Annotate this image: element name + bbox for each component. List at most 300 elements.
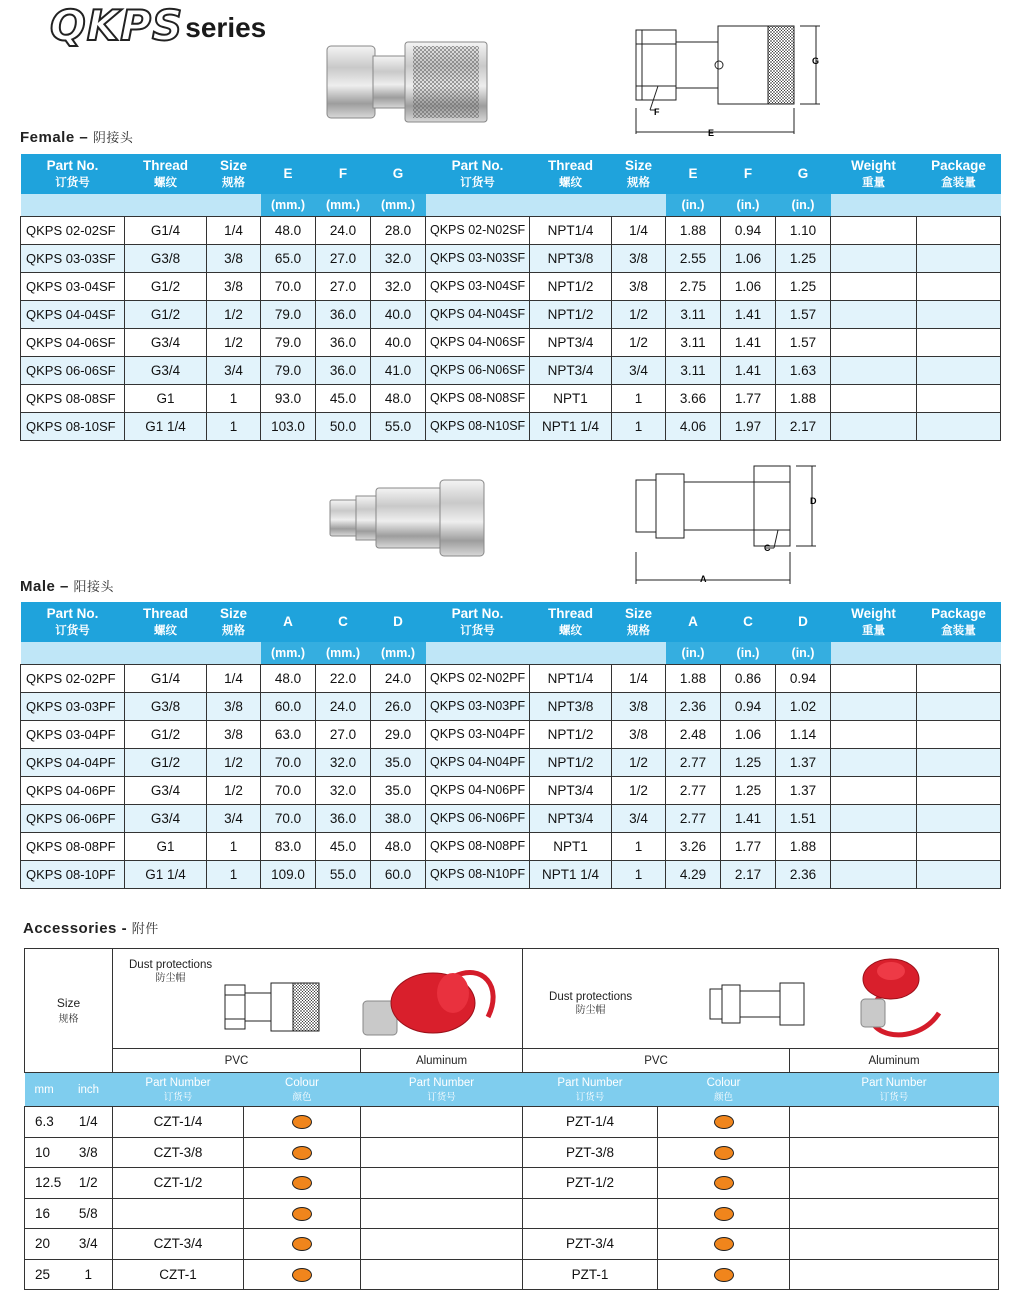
table-cell: G3/8 xyxy=(125,692,207,720)
table-cell: 28.0 xyxy=(371,216,426,244)
table-cell: 1.06 xyxy=(721,272,776,300)
female-col-header: E xyxy=(666,154,721,194)
female-col-header: Size 规格 xyxy=(612,154,666,194)
table-cell xyxy=(831,384,917,412)
table-cell: 1.37 xyxy=(776,776,831,804)
material-left-aluminum: Aluminum xyxy=(361,1049,523,1073)
colour-cell xyxy=(244,1259,361,1290)
table-cell: NPT3/4 xyxy=(530,804,612,832)
table-cell: 1 xyxy=(612,412,666,440)
table-cell: 1.41 xyxy=(721,804,776,832)
male-unit-cell xyxy=(612,642,666,664)
aluminum-part-cell xyxy=(790,1137,999,1168)
colour-cell xyxy=(244,1168,361,1199)
table-cell xyxy=(917,664,1001,692)
table-cell xyxy=(917,300,1001,328)
orange-colour-swatch xyxy=(292,1237,312,1251)
table-cell: 1/4 xyxy=(207,216,261,244)
table-cell: 1.88 xyxy=(776,384,831,412)
table-cell: G1 xyxy=(125,832,207,860)
table-cell: QKPS 04-N06SF xyxy=(426,328,530,356)
table-cell: QKPS 08-10SF xyxy=(21,412,125,440)
table-row xyxy=(21,720,1001,748)
table-cell xyxy=(831,356,917,384)
table-cell: 1.88 xyxy=(666,216,721,244)
table-cell: QKPS 04-06PF xyxy=(21,776,125,804)
table-cell: 32.0 xyxy=(316,776,371,804)
table-cell: 2.75 xyxy=(666,272,721,300)
orange-colour-swatch xyxy=(292,1146,312,1160)
table-cell: G3/4 xyxy=(125,356,207,384)
aluminum-part-cell xyxy=(361,1229,523,1260)
table-cell: 1.06 xyxy=(721,720,776,748)
female-unit-cell: (in.) xyxy=(666,194,721,216)
table-cell: 3.11 xyxy=(666,328,721,356)
table-cell: 1.77 xyxy=(721,832,776,860)
table-cell: 63.0 xyxy=(261,720,316,748)
table-cell: 1.41 xyxy=(721,328,776,356)
orange-colour-swatch xyxy=(292,1268,312,1282)
male-col-header: Thread 螺纹 xyxy=(530,602,612,642)
table-cell: 36.0 xyxy=(316,300,371,328)
accessory-right-pvc: PZT-1/2 xyxy=(523,1168,658,1199)
accessory-mm: 6.3 xyxy=(25,1107,65,1138)
male-rows xyxy=(21,664,1001,888)
table-cell: 1.97 xyxy=(721,412,776,440)
table-row xyxy=(25,1168,999,1199)
female-unit-cell xyxy=(125,194,207,216)
table-cell: 50.0 xyxy=(316,412,371,440)
table-cell: G1/2 xyxy=(125,272,207,300)
col-left-colour: Colour 颜色 xyxy=(244,1073,361,1107)
table-cell: 27.0 xyxy=(316,244,371,272)
accessory-inch: 3/4 xyxy=(65,1229,113,1260)
table-cell: QKPS 04-06SF xyxy=(21,328,125,356)
table-cell: 2.48 xyxy=(666,720,721,748)
table-cell: 60.0 xyxy=(371,860,426,888)
female-unit-cell: (in.) xyxy=(721,194,776,216)
male-col-header: C xyxy=(721,602,776,642)
table-cell: 2.17 xyxy=(776,412,831,440)
table-cell: 70.0 xyxy=(261,804,316,832)
table-cell xyxy=(917,720,1001,748)
table-cell: 24.0 xyxy=(316,692,371,720)
table-row xyxy=(25,1229,999,1260)
table-cell: QKPS 03-04PF xyxy=(21,720,125,748)
male-dimension-drawing xyxy=(630,460,830,588)
table-cell: QKPS 02-N02SF xyxy=(426,216,530,244)
table-row xyxy=(25,1107,999,1138)
male-col-header: Part No. 订货号 xyxy=(426,602,530,642)
table-cell: QKPS 03-03SF xyxy=(21,244,125,272)
table-cell: QKPS 03-04SF xyxy=(21,272,125,300)
table-cell: NPT1/2 xyxy=(530,720,612,748)
table-cell xyxy=(831,720,917,748)
table-cell: 103.0 xyxy=(261,412,316,440)
female-unit-cell: (in.) xyxy=(776,194,831,216)
table-row xyxy=(21,664,1001,692)
orange-colour-swatch xyxy=(714,1207,734,1221)
table-cell: QKPS 04-04SF xyxy=(21,300,125,328)
table-row xyxy=(21,300,1001,328)
material-right-pvc: PVC xyxy=(523,1049,790,1073)
table-cell: 1/2 xyxy=(612,328,666,356)
brand-name: QKPS xyxy=(50,1,184,50)
table-cell: 4.29 xyxy=(666,860,721,888)
table-cell: 1.37 xyxy=(776,748,831,776)
female-cap-drawing xyxy=(223,981,323,1033)
table-cell: QKPS 03-N04SF xyxy=(426,272,530,300)
table-cell: QKPS 02-N02PF xyxy=(426,664,530,692)
table-cell: 1.51 xyxy=(776,804,831,832)
female-col-header: F xyxy=(316,154,371,194)
col-mm: mm xyxy=(25,1073,65,1107)
col-inch: inch xyxy=(65,1073,113,1107)
dim-e-label: E xyxy=(708,128,715,138)
table-row xyxy=(21,384,1001,412)
table-cell: 32.0 xyxy=(371,244,426,272)
table-cell: 93.0 xyxy=(261,384,316,412)
series-title xyxy=(50,1,267,50)
table-cell: 70.0 xyxy=(261,748,316,776)
male-units-row xyxy=(21,642,1001,664)
colour-cell xyxy=(244,1198,361,1229)
accessory-mm: 12.5 xyxy=(25,1168,65,1199)
male-col-header: C xyxy=(316,602,371,642)
table-cell: 3.66 xyxy=(666,384,721,412)
table-row xyxy=(21,216,1001,244)
table-cell: G1/2 xyxy=(125,300,207,328)
female-col-header: G xyxy=(371,154,426,194)
table-cell: 3.11 xyxy=(666,300,721,328)
colour-cell xyxy=(244,1229,361,1260)
table-cell: 48.0 xyxy=(371,384,426,412)
table-cell: G1/4 xyxy=(125,664,207,692)
female-col-header: F xyxy=(721,154,776,194)
left-dust-label: Dust protections 防尘帽 xyxy=(129,959,213,984)
table-cell: 1.25 xyxy=(776,272,831,300)
accessory-left-pvc: CZT-1/2 xyxy=(113,1168,244,1199)
table-cell: 70.0 xyxy=(261,272,316,300)
table-cell: 27.0 xyxy=(316,272,371,300)
table-cell: 1.41 xyxy=(721,356,776,384)
male-col-header: D xyxy=(371,602,426,642)
female-dimension-drawing xyxy=(630,20,830,140)
table-cell: 2.77 xyxy=(666,804,721,832)
male-unit-cell xyxy=(530,642,612,664)
table-cell: NPT1/2 xyxy=(530,272,612,300)
female-unit-cell xyxy=(426,194,530,216)
table-cell: 1.77 xyxy=(721,384,776,412)
table-cell: 3/8 xyxy=(612,272,666,300)
male-spec-table xyxy=(20,602,1001,889)
table-cell: 79.0 xyxy=(261,328,316,356)
male-unit-cell xyxy=(831,642,917,664)
table-cell xyxy=(831,272,917,300)
male-col-header: Size 规格 xyxy=(612,602,666,642)
table-cell: 1/2 xyxy=(207,300,261,328)
table-cell: 2.55 xyxy=(666,244,721,272)
table-cell xyxy=(917,412,1001,440)
table-cell: NPT1 xyxy=(530,384,612,412)
orange-colour-swatch xyxy=(292,1207,312,1221)
male-col-header: Thread 螺纹 xyxy=(125,602,207,642)
table-cell: G1/4 xyxy=(125,216,207,244)
table-cell: NPT1/2 xyxy=(530,300,612,328)
table-cell: 36.0 xyxy=(316,328,371,356)
table-cell: 4.06 xyxy=(666,412,721,440)
table-cell: QKPS 06-06PF xyxy=(21,804,125,832)
colour-cell xyxy=(658,1198,790,1229)
accessory-right-pvc: PZT-3/4 xyxy=(523,1229,658,1260)
table-cell xyxy=(831,776,917,804)
table-cell: QKPS 08-10PF xyxy=(21,860,125,888)
red-cap-male-photo xyxy=(843,953,953,1049)
table-cell: 36.0 xyxy=(316,356,371,384)
accessory-inch: 3/8 xyxy=(65,1137,113,1168)
colour-cell xyxy=(658,1137,790,1168)
table-cell xyxy=(917,356,1001,384)
table-cell: 3.11 xyxy=(666,356,721,384)
table-row xyxy=(21,804,1001,832)
aluminum-part-cell xyxy=(361,1198,523,1229)
table-cell: 0.94 xyxy=(721,216,776,244)
table-cell: 3/8 xyxy=(207,244,261,272)
table-cell: QKPS 08-N08PF xyxy=(426,832,530,860)
table-cell: QKPS 02-02PF xyxy=(21,664,125,692)
orange-colour-swatch xyxy=(714,1268,734,1282)
table-row xyxy=(21,328,1001,356)
female-col-header: Part No. 订货号 xyxy=(426,154,530,194)
table-cell: 26.0 xyxy=(371,692,426,720)
table-cell: 40.0 xyxy=(371,300,426,328)
accessory-mm: 10 xyxy=(25,1137,65,1168)
table-cell: G1 1/4 xyxy=(125,412,207,440)
aluminum-part-cell xyxy=(361,1137,523,1168)
male-unit-cell: (mm.) xyxy=(316,642,371,664)
table-cell: NPT1 xyxy=(530,832,612,860)
table-cell xyxy=(831,832,917,860)
accessories-section-label: Accessories - 附件 xyxy=(23,920,159,937)
female-coupler-photo xyxy=(325,38,490,126)
colour-cell xyxy=(658,1107,790,1138)
table-cell: 2.36 xyxy=(666,692,721,720)
table-cell: 1 xyxy=(207,384,261,412)
table-cell: NPT1/2 xyxy=(530,748,612,776)
accessory-right-pvc: PZT-3/8 xyxy=(523,1137,658,1168)
table-cell: QKPS 04-N04PF xyxy=(426,748,530,776)
table-cell: 60.0 xyxy=(261,692,316,720)
table-cell: 3/4 xyxy=(207,804,261,832)
dim-a-label: A xyxy=(700,574,707,584)
accessory-left-pvc xyxy=(113,1198,244,1229)
aluminum-part-cell xyxy=(361,1168,523,1199)
table-cell xyxy=(831,664,917,692)
table-cell: 1.14 xyxy=(776,720,831,748)
table-cell xyxy=(917,328,1001,356)
accessory-mm: 25 xyxy=(25,1259,65,1290)
table-cell: 83.0 xyxy=(261,832,316,860)
male-unit-cell xyxy=(125,642,207,664)
table-cell: G3/4 xyxy=(125,776,207,804)
left-dust-cell xyxy=(113,949,523,1049)
table-cell: QKPS 08-08PF xyxy=(21,832,125,860)
table-cell: G1/2 xyxy=(125,748,207,776)
table-cell: 35.0 xyxy=(371,776,426,804)
aluminum-part-cell xyxy=(790,1259,999,1290)
table-cell: 29.0 xyxy=(371,720,426,748)
table-cell xyxy=(917,384,1001,412)
female-unit-cell xyxy=(21,194,125,216)
female-unit-cell xyxy=(831,194,917,216)
table-cell: 48.0 xyxy=(371,832,426,860)
table-cell xyxy=(831,412,917,440)
accessory-left-pvc: CZT-1/4 xyxy=(113,1107,244,1138)
female-spec-table xyxy=(20,154,1001,441)
female-units-row xyxy=(21,194,1001,216)
table-cell: 3.26 xyxy=(666,832,721,860)
table-cell: 1/4 xyxy=(612,216,666,244)
table-cell: 32.0 xyxy=(371,272,426,300)
table-cell: 55.0 xyxy=(316,860,371,888)
table-cell: 41.0 xyxy=(371,356,426,384)
table-cell: QKPS 04-N04SF xyxy=(426,300,530,328)
table-cell: NPT3/8 xyxy=(530,692,612,720)
table-cell: 1.41 xyxy=(721,300,776,328)
colour-cell xyxy=(244,1107,361,1138)
brand-series: series xyxy=(185,12,267,43)
orange-colour-swatch xyxy=(714,1176,734,1190)
table-cell xyxy=(831,748,917,776)
size-header: Size 规格 xyxy=(25,949,113,1073)
table-row xyxy=(21,412,1001,440)
table-cell: 3/4 xyxy=(207,356,261,384)
material-right-aluminum: Aluminum xyxy=(790,1049,999,1073)
table-cell: 1.06 xyxy=(721,244,776,272)
table-cell: G1 1/4 xyxy=(125,860,207,888)
table-row xyxy=(21,692,1001,720)
table-cell: 40.0 xyxy=(371,328,426,356)
accessories-table xyxy=(24,948,999,1290)
female-col-header: E xyxy=(261,154,316,194)
table-cell: QKPS 08-08SF xyxy=(21,384,125,412)
col-left-part-number: Part Number 订货号 xyxy=(113,1073,244,1107)
table-cell: 0.94 xyxy=(721,692,776,720)
right-dust-cell xyxy=(523,949,999,1049)
col-right-colour: Colour 颜色 xyxy=(658,1073,790,1107)
table-row xyxy=(21,832,1001,860)
female-unit-cell xyxy=(530,194,612,216)
accessory-inch: 1 xyxy=(65,1259,113,1290)
table-cell: QKPS 08-N10PF xyxy=(426,860,530,888)
female-col-header: Thread 螺纹 xyxy=(125,154,207,194)
female-section-label: Female – 阴接头 xyxy=(20,129,134,146)
male-unit-cell: (in.) xyxy=(721,642,776,664)
table-cell: QKPS 08-N10SF xyxy=(426,412,530,440)
female-unit-cell: (mm.) xyxy=(316,194,371,216)
table-cell: 2.77 xyxy=(666,776,721,804)
table-cell: QKPS 03-N03PF xyxy=(426,692,530,720)
female-unit-cell xyxy=(612,194,666,216)
table-cell: QKPS 03-N04PF xyxy=(426,720,530,748)
table-cell: 1 xyxy=(612,384,666,412)
table-cell xyxy=(831,328,917,356)
male-col-header: A xyxy=(666,602,721,642)
table-cell: NPT3/8 xyxy=(530,244,612,272)
table-cell xyxy=(917,776,1001,804)
table-cell: 70.0 xyxy=(261,776,316,804)
table-cell: NPT1 1/4 xyxy=(530,412,612,440)
table-cell: 1 xyxy=(612,860,666,888)
table-cell: QKPS 02-02SF xyxy=(21,216,125,244)
red-cap-female-photo xyxy=(353,957,503,1049)
table-cell: 45.0 xyxy=(316,384,371,412)
table-cell: 1.25 xyxy=(721,776,776,804)
table-cell: 0.86 xyxy=(721,664,776,692)
table-row xyxy=(25,1137,999,1168)
table-cell: 1 xyxy=(207,412,261,440)
table-cell: 0.94 xyxy=(776,664,831,692)
male-unit-cell xyxy=(21,642,125,664)
accessory-inch: 1/2 xyxy=(65,1168,113,1199)
female-col-header: Weight 重量 xyxy=(831,154,917,194)
table-row xyxy=(21,356,1001,384)
table-row xyxy=(21,748,1001,776)
accessory-left-pvc: CZT-3/8 xyxy=(113,1137,244,1168)
table-cell: QKPS 06-N06PF xyxy=(426,804,530,832)
table-cell: 3/4 xyxy=(612,804,666,832)
table-cell: 1.02 xyxy=(776,692,831,720)
table-cell xyxy=(831,804,917,832)
table-cell: 3/8 xyxy=(207,272,261,300)
table-cell: 3/8 xyxy=(612,244,666,272)
table-cell: 1/4 xyxy=(207,664,261,692)
orange-colour-swatch xyxy=(714,1146,734,1160)
table-cell: 1 xyxy=(207,860,261,888)
accessory-right-pvc: PZT-1 xyxy=(523,1259,658,1290)
table-cell: 1/2 xyxy=(207,748,261,776)
table-cell: 38.0 xyxy=(371,804,426,832)
table-cell: 27.0 xyxy=(316,720,371,748)
table-cell: 1/2 xyxy=(612,300,666,328)
table-cell: NPT1 1/4 xyxy=(530,860,612,888)
aluminum-part-cell xyxy=(361,1107,523,1138)
table-cell: G3/8 xyxy=(125,244,207,272)
table-cell: QKPS 04-N06PF xyxy=(426,776,530,804)
colour-cell xyxy=(658,1259,790,1290)
female-col-header: G xyxy=(776,154,831,194)
col-left-aluminum-part-number: Part Number 订货号 xyxy=(361,1073,523,1107)
table-cell: G1 xyxy=(125,384,207,412)
table-cell: 1.88 xyxy=(666,664,721,692)
table-cell: 3/8 xyxy=(207,720,261,748)
table-cell: 1.25 xyxy=(776,244,831,272)
table-cell xyxy=(831,216,917,244)
table-row xyxy=(21,776,1001,804)
accessories-rows xyxy=(25,1107,999,1290)
orange-colour-swatch xyxy=(714,1237,734,1251)
table-cell xyxy=(917,272,1001,300)
accessory-inch: 5/8 xyxy=(65,1198,113,1229)
table-row xyxy=(21,860,1001,888)
colour-cell xyxy=(658,1168,790,1199)
col-right-part-number: Part Number 订货号 xyxy=(523,1073,658,1107)
dim-f-label: F xyxy=(654,107,660,117)
colour-cell xyxy=(244,1137,361,1168)
table-row xyxy=(21,244,1001,272)
male-unit-cell: (in.) xyxy=(776,642,831,664)
table-cell: 1/2 xyxy=(612,776,666,804)
